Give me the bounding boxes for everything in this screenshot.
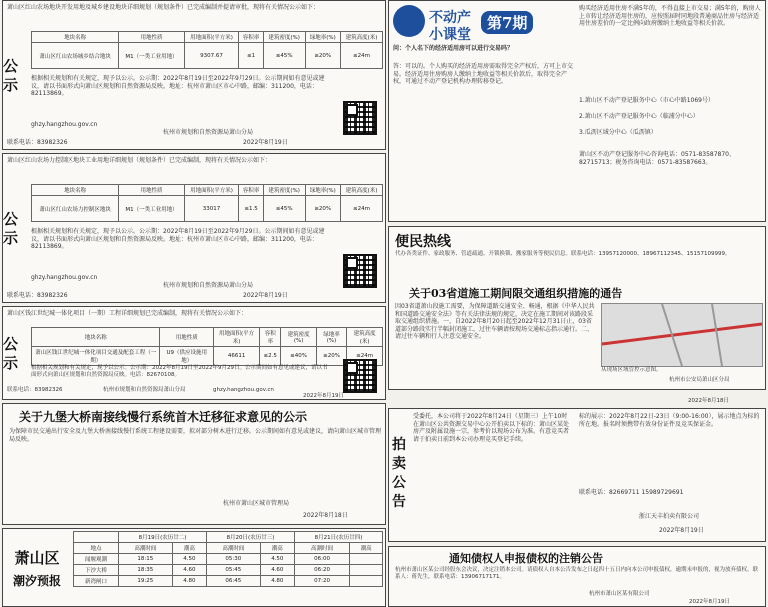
td: 06:00 [294, 554, 349, 565]
notice-1-phone: 联系电话：83982326 [7, 139, 68, 146]
badge-sub: 小课堂 [429, 27, 471, 43]
traffic-body: 因03省道萧山段施工需要，为保障道路交通安全、畅通，根据《中华人民共和国道路交通安全法》等有关法律法规的规定，决定在施工期间对该路段采取交通组织措施。一、自2022年8月20日起至2022年12月31日止，03省道部分路段实行半幅封闭施工，过往车辆请按现场交通标志指示通行。二、请过往车辆和行人注意交通安全。 [395, 303, 595, 341]
td: 33017 [184, 196, 239, 222]
td: 06:45 [206, 576, 260, 587]
td: 4.60 [260, 565, 294, 576]
td: M1（一类工业用地） [119, 196, 184, 222]
td [350, 554, 383, 565]
notice-1-dept: 杭州市规划和自然资源局萧山分局 [163, 129, 254, 136]
th: 地块名称 [32, 32, 119, 43]
bridge-notice-date: 2022年8月18日 [303, 512, 348, 519]
th: 地块名称 [32, 185, 119, 196]
th: 容积率 [260, 328, 281, 347]
house-logo-icon [393, 5, 425, 37]
contact-3: 3.瓜沥区域分中心（瓜沥镇） [579, 129, 657, 136]
auction-company: 浙江天丰拍卖有限公司 [639, 513, 700, 520]
tide-forecast [2, 528, 386, 607]
left-column [2, 0, 386, 607]
td [350, 565, 383, 576]
bridge-notice-title: 关于九堡大桥南接线慢行系统首木迁移征求意见的公示 [19, 410, 308, 424]
issue-badge: 第7期 [481, 11, 533, 34]
property-column [388, 0, 766, 222]
td: ≤24m [340, 43, 382, 69]
td: 06:20 [294, 565, 349, 576]
td [350, 576, 383, 587]
answer: 答：可以的。个人购买的经济适用房需取得完全产权后，方可上市交易。经济适用住房购房人缴纳土地收益等相关价款后，取得完全产权，可通过不动产登记机构办理转移登记。 [393, 63, 574, 86]
td: 新湾闸口 [74, 576, 119, 587]
notice-3-url: ghzy.hangzhou.gov.cn [213, 387, 274, 393]
notice-1-side-label [3, 31, 27, 121]
th: 建筑高度(米) [340, 32, 382, 43]
th: 8月20日(农历廿三) [206, 532, 294, 543]
notice-3 [2, 306, 386, 400]
traffic-notice [388, 226, 766, 390]
traffic-dept: 杭州市公安局萧山区分局 [669, 377, 730, 383]
hotline-body: 代办各类证件、家政服务、管道疏通、开锁换锁、搬家服务等便民信息。联系电话：13957120000、18967112345、15157109999。 [395, 251, 731, 257]
auction-body: 受委托，本公司将于2022年8月24日（星期三）上午10时在萧山区公共资源交易中心公开拍卖以下标的：萧山区某处房产及附属设施一宗，参考价以现场公布为准。有意竞买者请于拍卖日前到本公司办理竞买登记手续。 [413, 413, 570, 443]
side-label-text: 公示 [3, 57, 19, 94]
map-image [601, 303, 763, 367]
th: 高潮时间 [119, 543, 173, 554]
notice-2-heading: 萧山区红山农场力控制区地块工业用地详细规划（规划条件）已完成编制，现将有关情况公示如下： [7, 157, 272, 164]
td: 19:25 [119, 576, 173, 587]
auction-phone: 联系电话：82669711 15989729691 [579, 489, 684, 496]
td: 4.80 [172, 576, 206, 587]
notice-2-side-label [3, 184, 27, 274]
th: 用地性质 [119, 185, 184, 196]
notice-3-phone: 联系电话：83982326 [7, 387, 63, 393]
hotline-title: 便民热线 [395, 234, 451, 250]
notice-3-side-label [3, 329, 27, 379]
th: 容积率 [239, 32, 264, 43]
td: 萧山区红山农场力控制区地块 [32, 196, 119, 222]
th: 建筑高度(米) [347, 328, 383, 347]
table-row [74, 554, 383, 565]
auction-date: 2022年8月19日 [659, 527, 704, 534]
td: 闻堰观潮 [74, 554, 119, 565]
td: 05:45 [206, 565, 260, 576]
th: 建筑密度(%) [281, 328, 316, 347]
notice-1-url: ghzy.hangzhou.gov.cn [31, 121, 98, 128]
notice-2-date: 2022年8月19日 [243, 292, 288, 299]
notice-3-date: 2022年8月19日 [303, 393, 344, 399]
bridge-notice-dept: 杭州市萧山区城市管理局 [223, 500, 290, 507]
notice-3-dept: 杭州市规划和自然资源局萧山分局 [103, 387, 186, 393]
th: 绿地率(%) [305, 32, 340, 43]
td: ≥20% [305, 43, 340, 69]
th: 潮高 [350, 543, 383, 554]
td: 4.50 [172, 554, 206, 565]
th: 绿地率(%) [316, 328, 346, 347]
tide-title-block [3, 529, 71, 606]
notice-2-phone: 联系电话：83982326 [7, 292, 68, 299]
td: 9307.67 [184, 43, 239, 69]
td: 4.80 [260, 576, 294, 587]
auction-right-body: 标的展示：2022年8月22日-23日（9:00-16:00），展示地点为标的所在地。报名时须携带有效身份证件及竞买保证金。 [579, 413, 760, 428]
th: 用地性质 [160, 328, 214, 347]
th: 建筑密度(%) [263, 185, 305, 196]
notice-1-heading: 萧山区红山农场地块开发用地及城乡建设地块详细规划（规划条件）已完成编制并提请审批，现将有关情况公示如下： [7, 4, 320, 11]
auction-side-label [389, 419, 409, 529]
notice-2-table [31, 184, 383, 222]
td: 18:15 [119, 554, 173, 565]
tide-table [73, 531, 383, 587]
bridge-notice-body: 为保障市民交通出行安全及九堡大桥南接线慢行系统工程建设需要，拟对部分树木进行迁移。公示期间如有意见或建议，请向萧山区城市管理局反映。 [9, 428, 382, 443]
td: ≥20% [305, 196, 340, 222]
qr-code-icon [343, 359, 377, 393]
th: 绿地率(%) [305, 185, 340, 196]
td: ≤45% [263, 43, 305, 69]
notice-1-body: 根据相关规划和有关规定，现予以公示。公示期：2022年8月19日至2022年9月29日。公示期间如有意见或建议，请以书面形式向萧山区规划和自然资源局反映。地址：杭州市萧山区市心中路，邮编：311200，电话：82113869。 [31, 75, 325, 98]
notice-3-heading: 萧山区钱江世纪城一体化项目（一期）工程详细规划已完成编制，现将有关情况公示如下： [7, 310, 248, 317]
tide-title-line1: 萧山区 [14, 548, 60, 567]
creditor-body: 杭州市萧山区某公司经股东会决议，决定注销本公司。请债权人自本公告发布之日起四十五日内向本公司申报债权，逾期未申报的，视为放弃债权。联系人：蒋先生，联系电话：13906717171。 [395, 567, 759, 580]
td: U9（供应设施用地） [160, 347, 214, 366]
th: 用地面积(平方米) [184, 185, 239, 196]
td: ≤45% [263, 196, 305, 222]
td: ≤1.5 [239, 196, 264, 222]
td: ≤24m [340, 196, 382, 222]
notice-2-dept: 杭州市规划和自然资源局萧山分局 [163, 282, 254, 289]
notice-2-body: 根据相关规划和有关规定，现予以公示。公示期：2022年8月19日至2022年9月29日。公示期间如有意见或建议，请以书面形式向萧山区规划和自然资源局反映。地址：杭州市萧山区市心中路，邮编：311200，电话：82113869。 [31, 228, 325, 251]
td: ≤40% [281, 347, 316, 366]
side-label-text: 拍卖公告 [392, 437, 406, 510]
qr-code-icon [343, 101, 377, 135]
notice-1-table [31, 31, 383, 69]
table-row [74, 565, 383, 576]
th: 建筑高度(米) [340, 185, 382, 196]
bridge-notice [2, 403, 386, 525]
contact-1: 1.萧山区不动产登记服务中心（市心中路1069号） [579, 97, 714, 104]
td: ≤1 [239, 43, 264, 69]
hotline-text: 萧山区不动产登记服务中心咨询电话：0571-83587870、82715713；税务咨询电话：0571-83587663。 [579, 151, 735, 166]
notice-3-body: 根据相关规划和有关规定，现予以公示。公示期：2022年8月19日至2022年9月29日。公示期间如有意见或建议，请以书面形式向萧山区规划和自然资源局反映。电话：82670108。 [31, 365, 328, 378]
side-label-text: 公示 [3, 335, 19, 372]
side-label-text: 公示 [3, 210, 19, 247]
map-caption: 从现场区域管控示意图。 [601, 367, 662, 373]
td: 下沙大桥 [74, 565, 119, 576]
notice-3-table [31, 327, 383, 366]
th: 高潮时间 [206, 543, 260, 554]
notice-2 [2, 153, 386, 303]
right-text: 购买经济适用住房不满5年的，不得直接上市交易；满5年的，购房人上市转让经济适用住房的，应按照届时同地段普通商品住房与经济适用住房差价的一定比例向政府缴纳土地收益等相关价款。 [579, 5, 761, 28]
question: 问：个人名下的经济适用房可以进行交易吗？ [393, 45, 514, 52]
td: ≤2.5 [260, 347, 281, 366]
auction-notice [388, 408, 766, 542]
th: 8月19日(农历廿二) [119, 532, 207, 543]
contact-2: 2.萧山区不动产登记服务中心（临浦分中心） [579, 113, 699, 120]
th: 地块名称 [32, 328, 160, 347]
td: M1（一类工业用地） [119, 43, 184, 69]
th [74, 532, 119, 543]
th: 高潮时间 [294, 543, 349, 554]
td: 05:30 [206, 554, 260, 565]
td: 4.60 [172, 565, 206, 576]
map-icon [602, 304, 762, 366]
table-row [74, 576, 383, 587]
creditor-title: 通知债权人申报债权的注销公告 [449, 552, 603, 565]
traffic-title: 关于03省道施工期间限交通组织措施的通告 [409, 287, 623, 300]
th: 建筑密度(%) [263, 32, 305, 43]
td: ≤24m [347, 347, 383, 366]
th: 用地面积(平方米) [214, 328, 260, 347]
td: 46611 [214, 347, 260, 366]
tide-title-line2: 潮汐预报 [12, 573, 61, 588]
th: 用地面积(平方米) [184, 32, 239, 43]
th: 潮高 [260, 543, 294, 554]
th: 潮高 [172, 543, 206, 554]
th: 地点 [74, 543, 119, 554]
right-column [388, 0, 766, 607]
creditor-notice [388, 546, 766, 607]
creditor-date: 2022年8月19日 [689, 599, 730, 605]
td: 萧山区红山农场城乡结合地块 [32, 43, 119, 69]
traffic-date: 2022年8月18日 [688, 398, 729, 404]
th: 8月21日(农历廿四) [294, 532, 382, 543]
td: 07:20 [294, 576, 349, 587]
notice-2-url: ghzy.hangzhou.gov.cn [31, 274, 98, 281]
qr-code-icon [343, 254, 377, 288]
notice-1 [2, 0, 386, 150]
td: ≥20% [316, 347, 346, 366]
td: 18:35 [119, 565, 173, 576]
th: 用地性质 [119, 32, 184, 43]
td: 4.50 [260, 554, 294, 565]
th: 容积率 [239, 185, 264, 196]
creditor-dept: 杭州市萧山区某有限公司 [589, 591, 650, 597]
badge-main: 不动产 [429, 10, 471, 26]
td: 萧山区钱江世纪城一体化项目交通及配套工程（一期） [32, 347, 160, 366]
notice-1-date: 2022年8月19日 [243, 139, 288, 146]
